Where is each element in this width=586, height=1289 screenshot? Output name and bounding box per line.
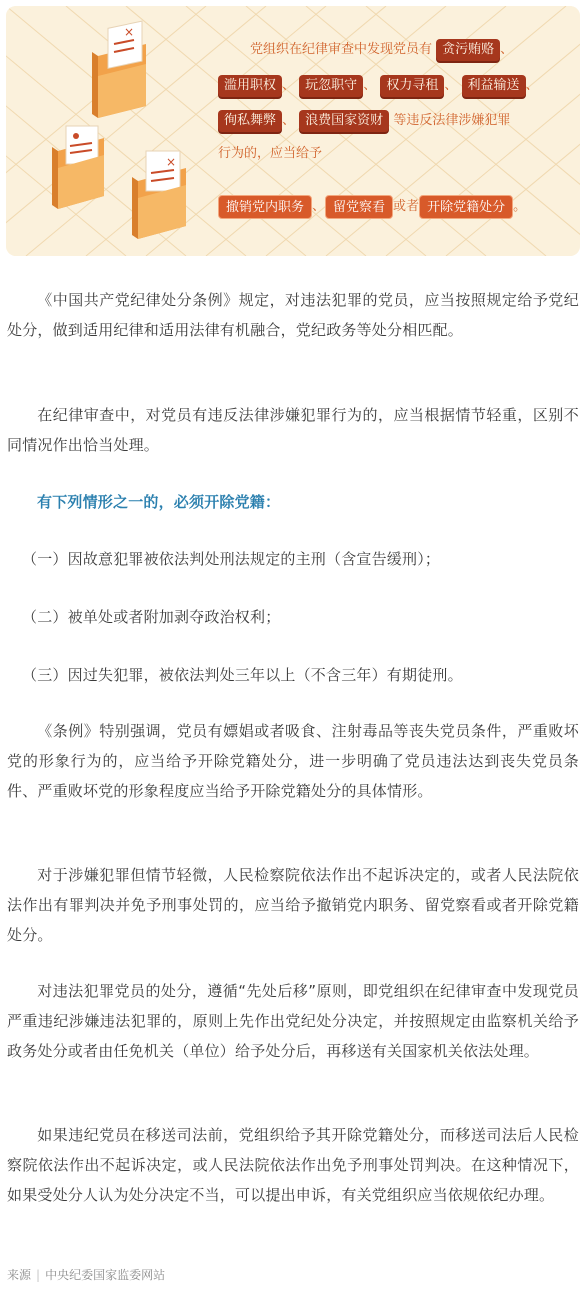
separator: 、 xyxy=(444,78,458,93)
paragraph xyxy=(7,976,579,1066)
svg-text:×: × xyxy=(166,155,177,169)
paragraph-text: 《条例》特别强调，党员有嫖娼或者吸食、注射毒品等丧失党员条件，严重败坏党的形象行为的，应当给予开除党籍处分，进一步明确了党员违法达到丧失党员条件、严重败坏党的形象程度应当给予开除党籍处分的具体情形。 xyxy=(7,722,579,800)
action-probation: 留党察看 xyxy=(325,195,393,219)
action-expel: 开除党籍处分 xyxy=(419,195,513,219)
tag-abuse-of-power: 滥用职权 xyxy=(218,75,282,97)
section-heading xyxy=(7,487,579,517)
separator: 、 xyxy=(282,78,296,93)
list-item: （一）因故意犯罪被依法判处刑法规定的主刑（含宣告缓刑）； xyxy=(22,550,441,568)
list-item: （三）因过失犯罪，被依法判处三年以上（不含三年）有期徒刑。 xyxy=(22,666,463,684)
separator: 、 xyxy=(312,199,326,214)
separator: 、 xyxy=(282,113,296,128)
paragraph-text: 对违法犯罪党员的处分，遵循“先处后移”原则，即党组织在纪律审查中发现党员严重违纪涉嫌违法犯罪的，原则上先作出党纪处分决定，并按照规定由监察机关给予政务处分或者由任免机关（单位）给予处分后，再移送有关国家机关依法处理。 xyxy=(7,982,579,1060)
tag-dereliction: 玩忽职守 xyxy=(299,75,363,97)
paragraph xyxy=(7,716,579,806)
paragraph xyxy=(7,1120,579,1210)
separator: 、 xyxy=(500,42,514,57)
paragraph xyxy=(7,285,579,345)
banner-line-4 xyxy=(218,140,322,164)
source-name[interactable]: 中央纪委国家监委网站 xyxy=(45,1268,166,1282)
paragraph xyxy=(7,860,579,950)
banner-intro: 党组织在纪律审查中发现党员有 xyxy=(250,42,433,57)
banner-line3-suffix: 等违反法律涉嫌犯罪 xyxy=(393,113,511,128)
period: 。 xyxy=(513,199,527,214)
heading-text: 有下列情形之一的，必须开除党籍： xyxy=(37,493,281,511)
paragraph-text: 《中国共产党纪律处分条例》规定，对违法犯罪的党员，应当按照规定给予党纪处分，做到适用纪律和适用法律有机融合，党纪政务等处分相匹配。 xyxy=(7,291,579,339)
banner-line-1 xyxy=(250,36,513,60)
connector-or: 或者 xyxy=(393,199,420,214)
tag-waste-of-state-assets: 浪费国家资财 xyxy=(299,110,389,132)
tag-rent-seeking: 权力寻租 xyxy=(380,75,444,97)
banner-line-2 xyxy=(218,72,539,96)
infographic-banner xyxy=(6,6,580,256)
svg-text:×: × xyxy=(124,25,135,39)
banner-line4: 行为的，应当给予 xyxy=(218,146,323,161)
separator: 、 xyxy=(363,78,377,93)
tag-benefit-transfer: 利益输送 xyxy=(462,75,526,97)
paragraph xyxy=(7,400,579,460)
list-item: （二）被单处或者附加剥夺政治权利； xyxy=(22,608,281,626)
source-line xyxy=(7,1266,165,1283)
banner-actions xyxy=(218,193,526,217)
separator: 、 xyxy=(525,78,539,93)
tag-favoritism: 徇私舞弊 xyxy=(218,110,282,132)
paragraph-text: 如果违纪党员在移送司法前，党组织给予其开除党籍处分，而移送司法后人民检察院依法作出不起诉决定，或人民法院依法作出免予刑事处罚判决。在这种情况下，如果受处分人认为处分决定不当，可以提出申诉，有关党组织应当依规依纪办理。 xyxy=(7,1126,579,1204)
source-label: 来源 xyxy=(7,1268,32,1282)
paragraph-text: 对于涉嫌犯罪但情节轻微，人民检察院依法作出不起诉决定的，或者人民法院依法作出有罪判决并免予刑事处罚的，应当给予撤销党内职务、留党察看或者开除党籍处分。 xyxy=(7,866,579,944)
tag-corruption: 贪污贿赂 xyxy=(436,39,500,61)
action-remove-post: 撤销党内职务 xyxy=(218,195,312,219)
banner-line-3 xyxy=(218,107,510,131)
paragraph-text: 在纪律审查中，对党员有违反法律涉嫌犯罪行为的，应当根据情节轻重，区别不同情况作出恰当处理。 xyxy=(7,406,579,454)
divider: | xyxy=(36,1268,41,1282)
